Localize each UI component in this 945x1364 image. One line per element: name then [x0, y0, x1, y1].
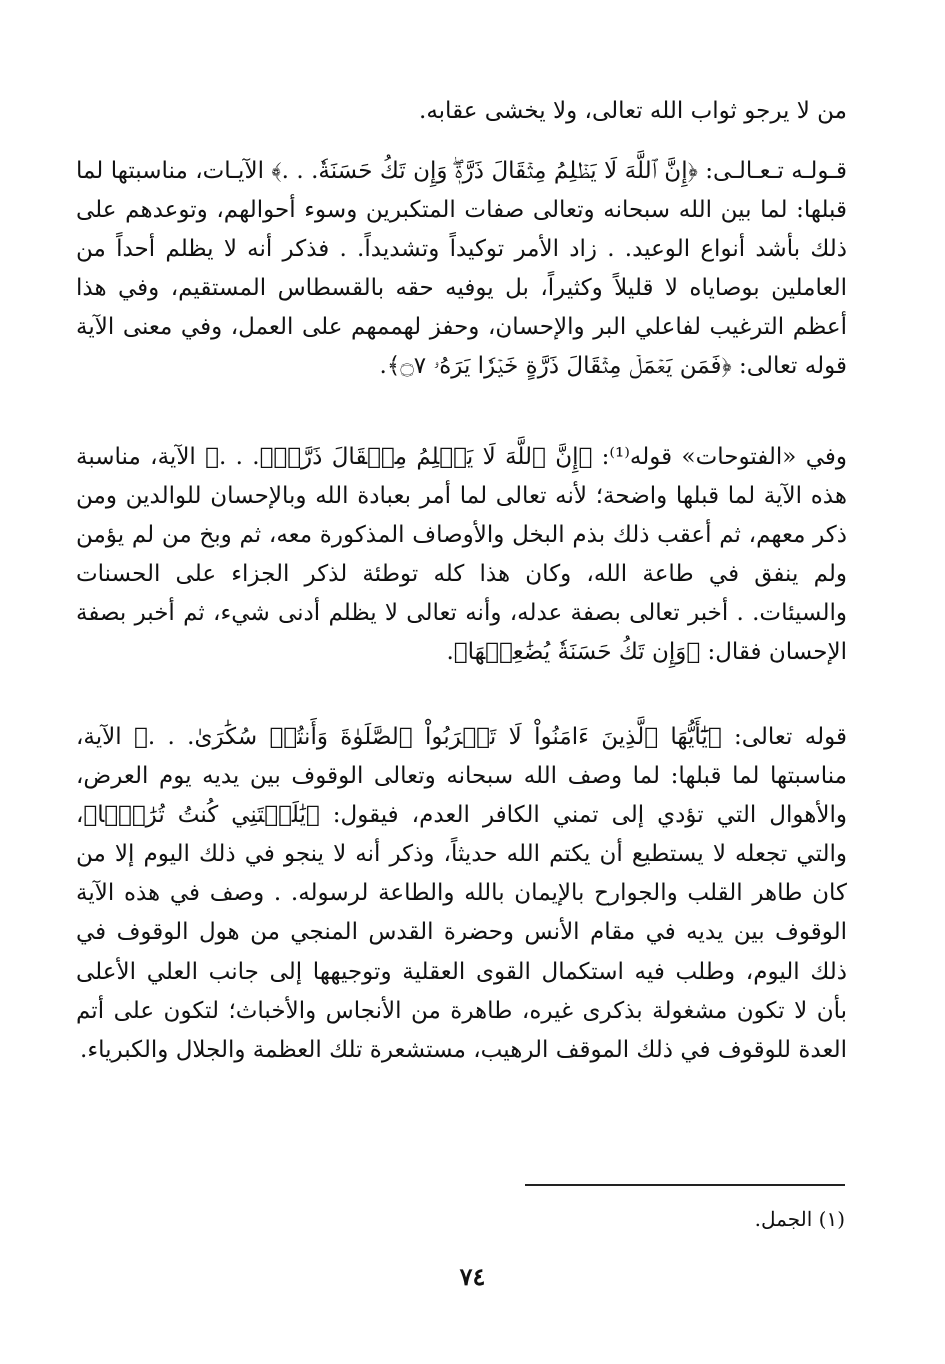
footnote: (١) الجمل.	[754, 1207, 845, 1231]
paragraph-1: من لا يرجو ثواب الله تعالى، ولا يخشى عقابه.	[419, 98, 847, 124]
footnote-divider	[525, 1184, 845, 1186]
paragraph-3: وفي «الفتوحات» قوله⁽¹⁾: ﴿إِنَّ ٱللَّهَ لَا يَظۡلِمُ مِثۡقَالَ ذَرَّةٖۖ. . .﴾ الآية، مناسبة هذه الآية لما قبلها واضحة؛ لأنه تعالى لما أمر بعبادة الله وبالإحسان للوالدين ومن ذكر معهم، ثم أعقب ذلك بذم البخل والأوصاف المذكورة معه، ثم وبخ من لم يؤمن ولم ينفق في طاعة الله، وكان هذا كله توطئة لذكر الجزاء على الحسنات والسيئات. . أخبر تعالى بصفة عدله، وأنه تعالى لا يظلم أدنى شيء، ثم أخبر بصفة الإحسان فقال: ﴿وَإِن تَكُ حَسَنَةٗ يُضَٰعِفۡهَا﴾.	[76, 444, 847, 666]
paragraph-4: قوله تعالى: ﴿يَٰٓأَيُّهَا ٱلَّذِينَ ءَامَنُواْ لَا تَقۡرَبُواْ ٱلصَّلَوٰةَ وَأَنتُمۡ سُكَٰرَىٰ. . .﴾ الآية، مناسبتها لما قبلها: لما وصف الله سبحانه وتعالى الوقوف بين يديه يوم العرض، والأهوال التي تؤدي إلى تمني الكافر العدم، فيقول: ﴿يَٰلَيۡتَنِي كُنتُ تُرَٰبَۢا﴾، والتي تجعله لا يستطيع أن يكتم الله حديثاً، وذكر أنه لا ينجو في ذلك اليوم إلا من كان طاهر القلب والجوارح بالإيمان بالله والطاعة لرسوله. . وصف في هذه الآية الوقوف بين يديه في مقام الأنس وحضرة القدس المنجي من هول الوقوف في ذلك اليوم، وطلب فيه استكمال القوى العقلية وتوجيهها إلى جانب العلي الأعلى بأن لا تكون مشغولة بذكرى غيره، طاهرة من الأنجاس والأخباث؛ لتكون على أتم العدة للوقوف في ذلك الموقف الرهيب، مستشعرة تلك العظمة والجلال والكبرياء.	[76, 724, 847, 1063]
page-number: ٧٤	[459, 1262, 486, 1291]
paragraph-2: قـولـه تـعـالـى: ﴿إِنَّ ٱللَّهَ لَا يَظۡلِمُ مِثۡقَالَ ذَرَّةٖۖ وَإِن تَكُ حَسَنَةٗ. . .﴾ الآيـات، مناسبتها لما قبلها: لما بين الله سبحانه وتعالى صفات المتكبرين وسوء أحوالهم، وتوعدهم على ذلك بأشد أنواع الوعيد. . زاد الأمر توكيداً وتشديداً. . فذكر أنه لا يظلم أحداً من العاملين بوصاياه لا قليلاً وكثيراً، بل يوفيه حقه بالقسطاس المستقيم، وفي هذا أعظم الترغيب لفاعلي البر والإحسان، وحفز لهممهم على العمل، وفي معنى الآية قوله تعالى: ﴿فَمَن يَعۡمَلۡ مِثۡقَالَ ذَرَّةٍ خَيۡرٗا يَرَهُۥ ۝٧﴾.	[76, 158, 847, 380]
